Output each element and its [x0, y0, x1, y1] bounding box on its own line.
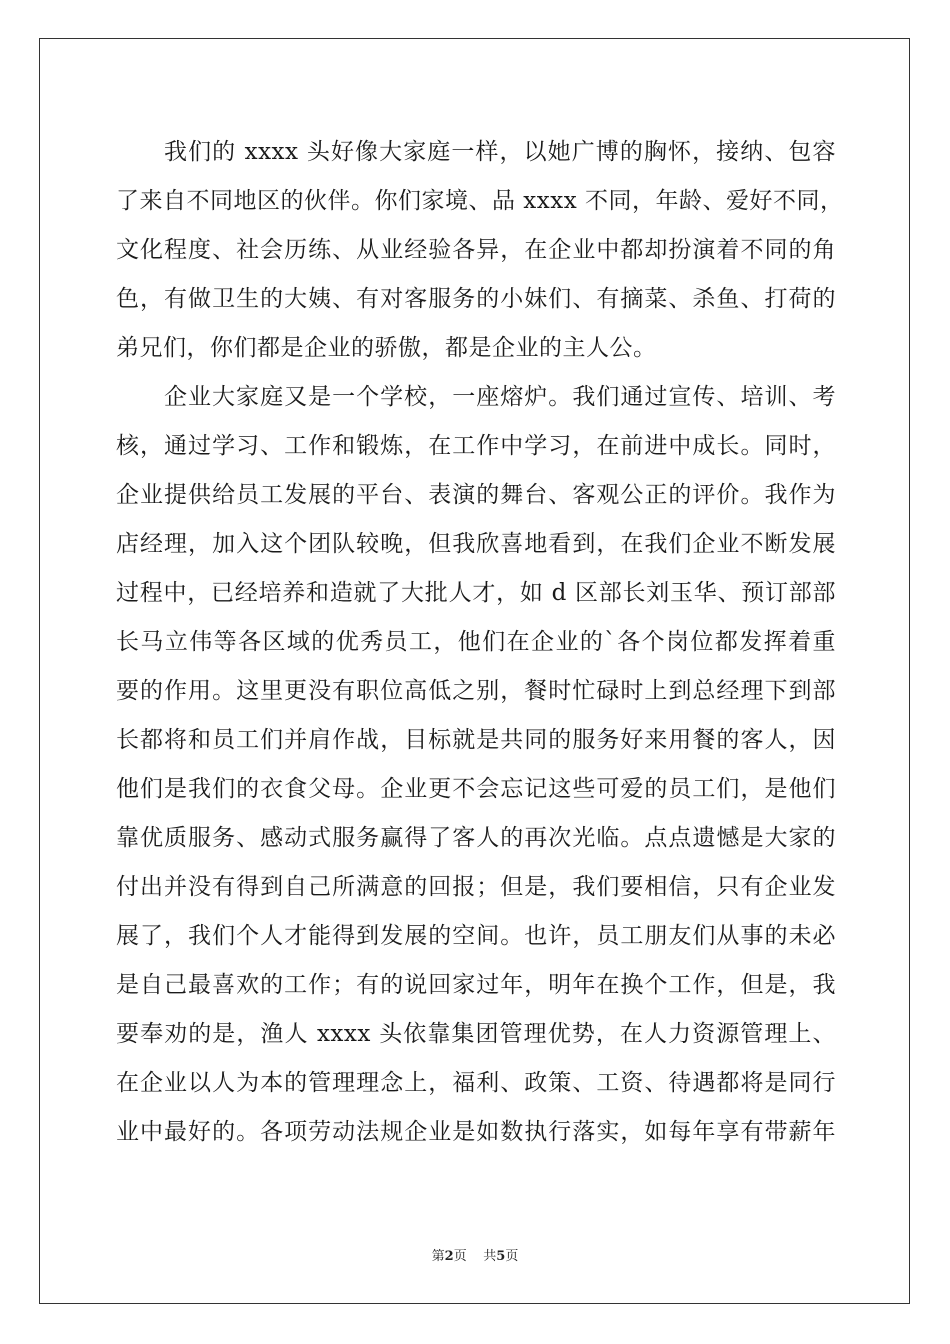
text-line: 长马立伟等各区域的优秀员工，他们在企业的`各个岗位都发挥着重 [116, 629, 836, 655]
text-line: 了来自不同地区的伙伴。你们家境、品 xxxx 不同，年龄、爱好不同， [116, 188, 844, 214]
text-line: 文化程度、社会历练、从业经验各异，在企业中都却扮演着不同的角 [116, 237, 836, 263]
text-line: 长都将和员工们并肩作战，目标就是共同的服务好来用餐的客人，因 [116, 727, 836, 753]
paragraph-2 [116, 373, 836, 1157]
page-number: 2 [444, 1249, 454, 1264]
text-line: 付出并没有得到自己所满意的回报；但是，我们要相信，只有企业发 [116, 874, 836, 900]
text-line: 弟兄们，你们都是企业的骄傲，都是企业的主人公。 [116, 335, 657, 361]
text-line: 他们是我们的衣食父母。企业更不会忘记这些可爱的员工们，是他们 [116, 776, 836, 802]
text-line: 是自己最喜欢的工作；有的说回家过年，明年在换个工作，但是，我 [116, 972, 836, 998]
page-label-prefix: 第 [431, 1249, 445, 1264]
text-line: 要的作用。这里更没有职位高低之别，餐时忙碌时上到总经理下到部 [116, 678, 836, 704]
total-label-prefix: 共 [483, 1249, 497, 1264]
text-line: 要奉劝的是，渔人 xxxx 头依靠集团管理优势，在人力资源管理上、 [116, 1021, 836, 1047]
text-line: 企业大家庭又是一个学校，一座熔炉。我们通过宣传、培训、考 [164, 384, 836, 410]
page-footer [0, 1245, 950, 1264]
text-line: 展了，我们个人才能得到发展的空间。也许，员工朋友们从事的未必 [116, 923, 836, 949]
text-line: 企业提供给员工发展的平台、表演的舞台、客观公正的评价。我作为 [116, 482, 836, 508]
page-label-suffix: 页 [453, 1249, 467, 1264]
text-line: 过程中，已经培养和造就了大批人才，如 d 区部长刘玉华、预订部部 [116, 580, 836, 606]
total-pages: 5 [496, 1249, 506, 1264]
text-line: 核，通过学习、工作和锻炼，在工作中学习，在前进中成长。同时， [116, 433, 836, 459]
document-body [116, 128, 844, 1157]
text-line: 我们的 xxxx 头好像大家庭一样，以她广博的胸怀，接纳、包容 [164, 139, 836, 165]
text-line: 色，有做卫生的大姨、有对客服务的小妹们、有摘菜、杀鱼、打荷的 [116, 286, 836, 312]
text-line: 店经理，加入这个团队较晚，但我欣喜地看到，在我们企业不断发展 [116, 531, 836, 557]
total-label-suffix: 页 [505, 1249, 519, 1264]
text-line: 靠优质服务、感动式服务赢得了客人的再次光临。点点遗憾是大家的 [116, 825, 836, 851]
text-line: 业中最好的。各项劳动法规企业是如数执行落实，如每年享有带薪年 [116, 1119, 836, 1145]
text-line: 在企业以人为本的管理理念上，福利、政策、工资、待遇都将是同行 [116, 1070, 836, 1096]
paragraph-1 [116, 128, 844, 373]
